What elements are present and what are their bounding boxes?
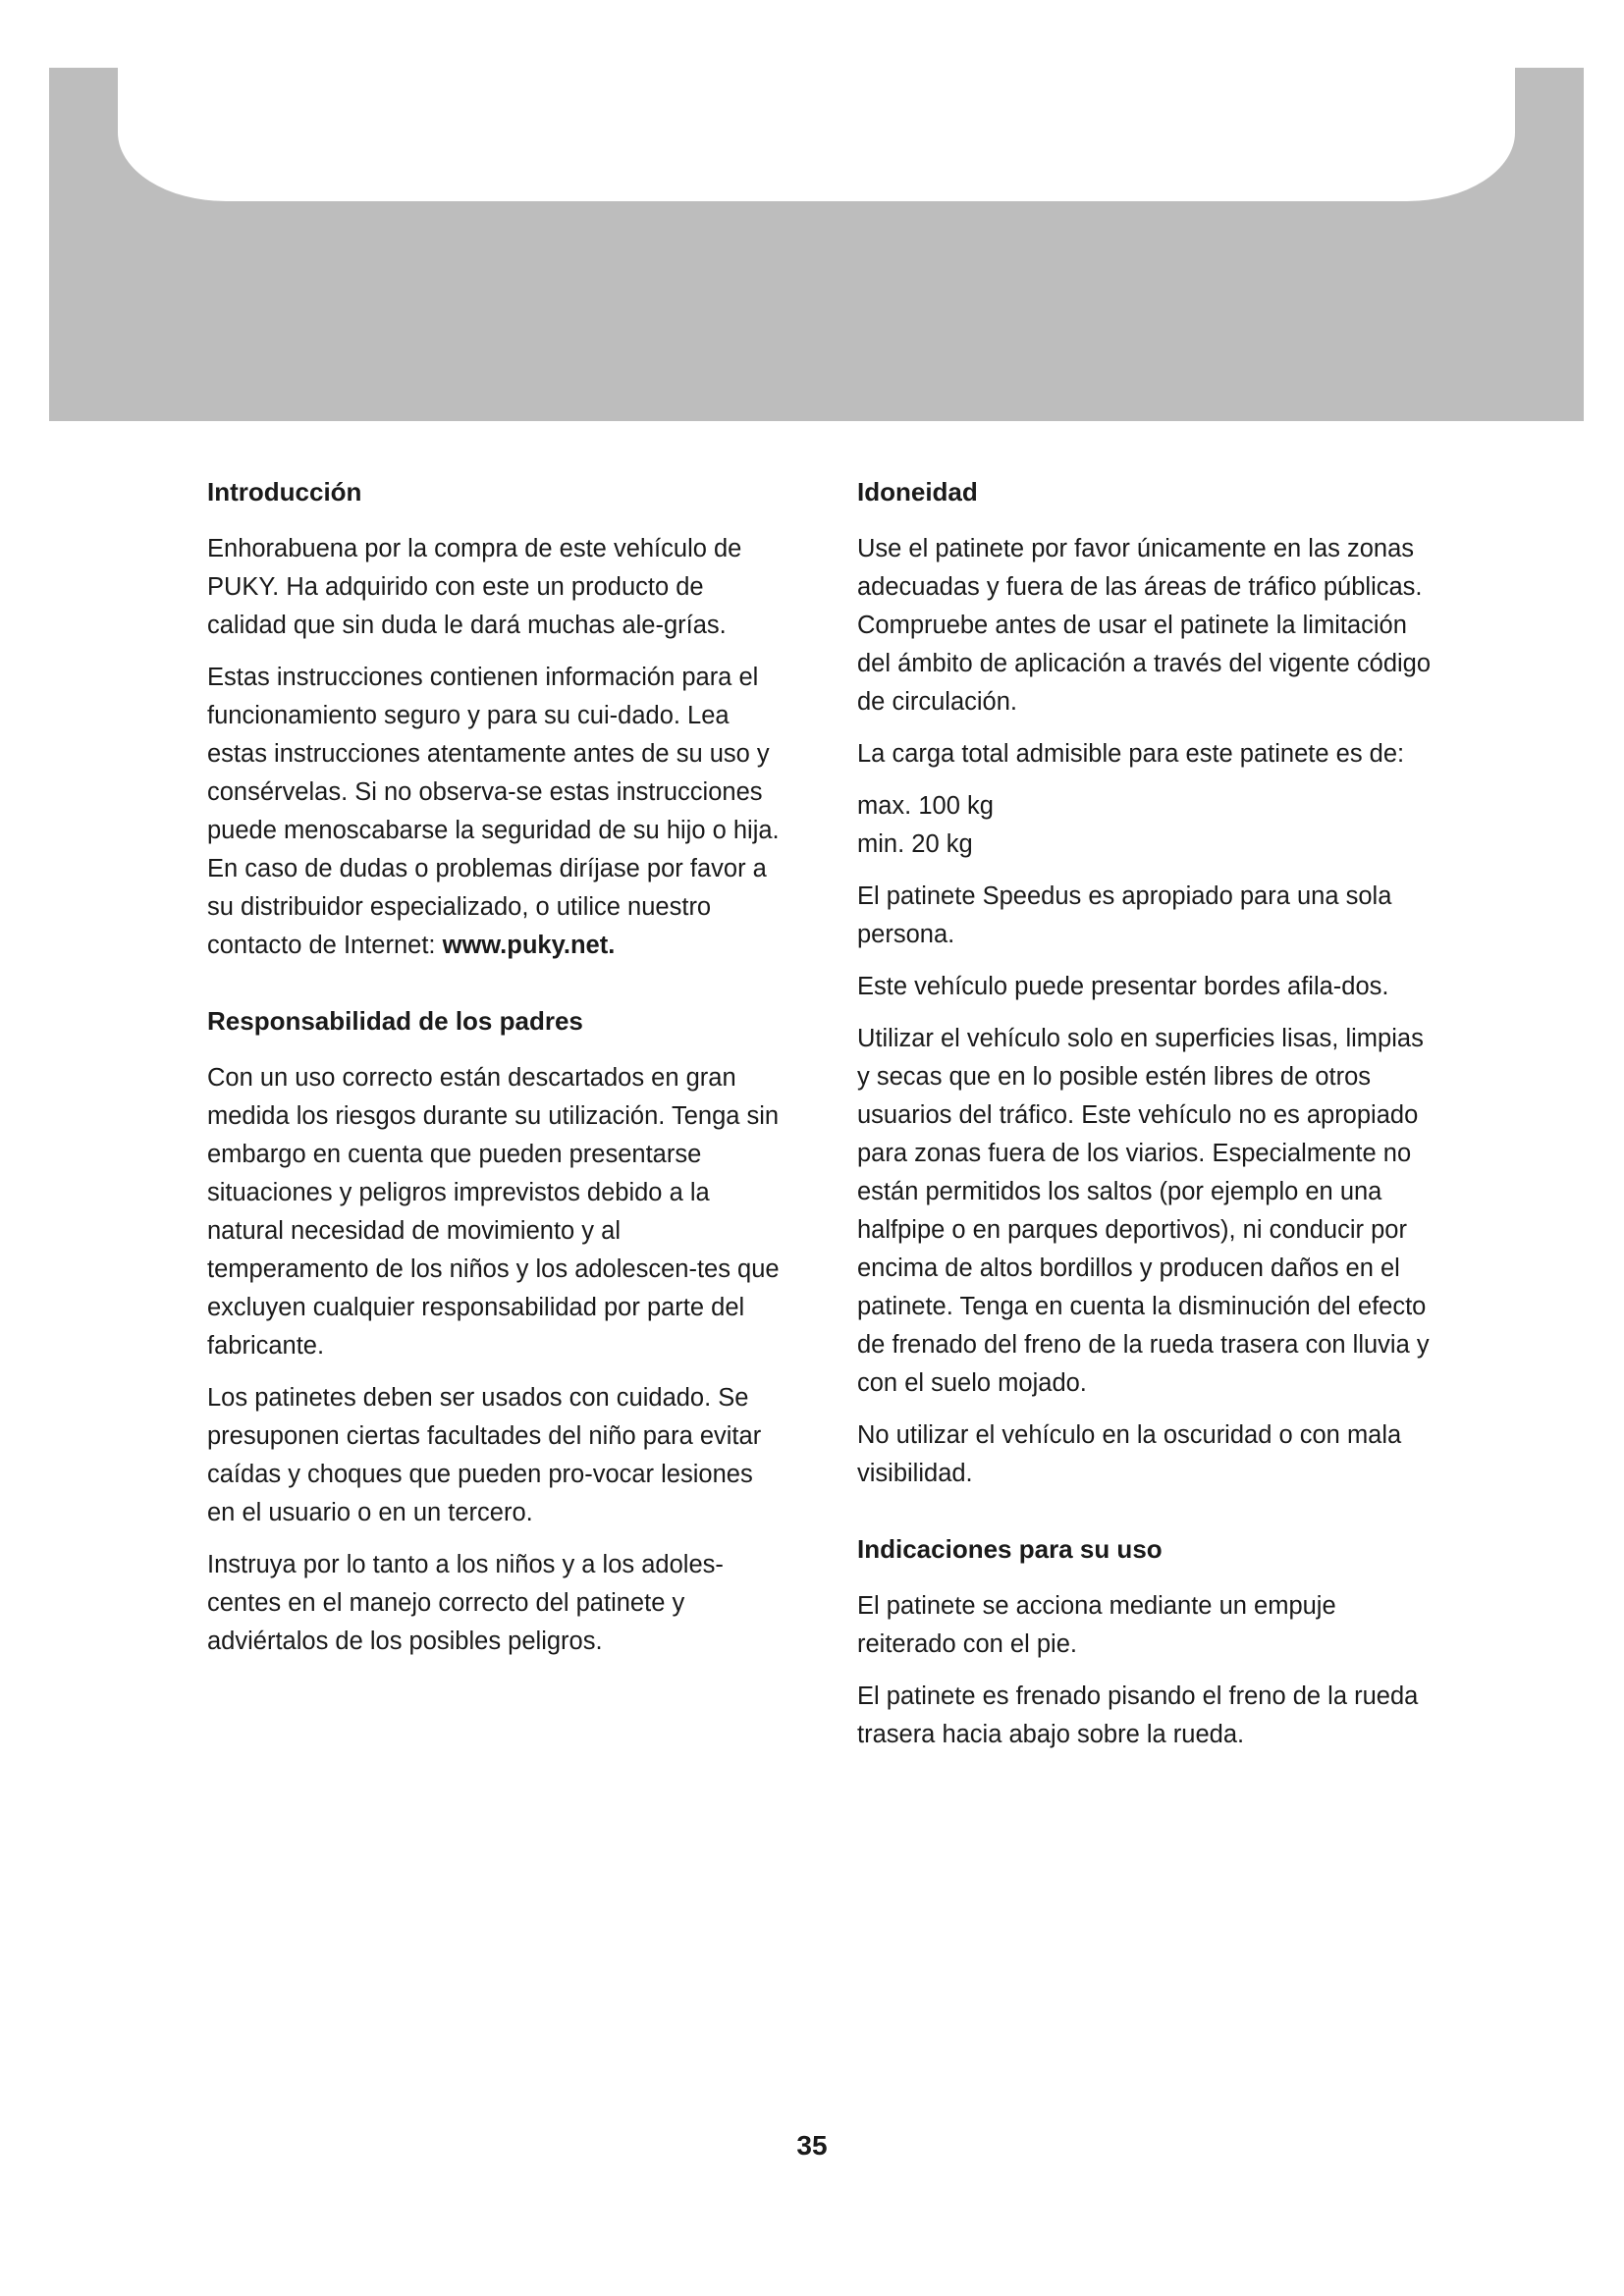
header-tab-cutout [118, 68, 1515, 201]
right-column [857, 475, 1436, 1768]
left-column [207, 475, 786, 1675]
suitability-paragraph-4: Este vehículo puede presentar bordes afila-dos. [857, 973, 1389, 1000]
suitability-heading: Idoneidad [857, 477, 978, 507]
intro-paragraph-2-text: Estas instrucciones contienen información para el funcionamiento seguro y para su cui-dado. Lea estas instrucciones atentamente antes de su uso y consérvelas. Si no observa-se estas instrucciones puede menoscabarse la seguridad de su hijo o hija. En caso de dudas o problemas diríjase por favor a su distribuidor especializado, o utilice nuestro contacto de [207, 664, 780, 959]
usage-heading: Indicaciones para su uso [857, 1534, 1163, 1564]
intro-paragraph-1: Enhorabuena por la compra de este vehículo de PUKY. Ha adquirido con este un producto de calidad que sin duda le dará muchas ale-grías. [207, 535, 742, 639]
parents-heading: Responsabilidad de los padres [207, 1006, 583, 1036]
suitability-paragraph-3: El patinete Speedus es apropiado para una sola persona. [857, 882, 1392, 948]
parents-paragraph-1: Con un uso correcto están descartados en gran medida los riesgos durante su utilización. Tenga sin embargo en cuenta que pueden presentarse situaciones y peligros imprevistos debido a la natural necesidad de movimiento y al temperamento de los niños y los adolescen-tes que excluyen cualquier responsabilidad por parte del fabricante. [207, 1064, 780, 1360]
usage-paragraph-2: El patinete es frenado pisando el freno de la rueda trasera hacia abajo sobre la rueda. [857, 1682, 1419, 1748]
suitability-paragraph-6: No utilizar el vehículo en la oscuridad o con mala visibilidad. [857, 1421, 1402, 1487]
suitability-paragraph-1: Use el patinete por favor únicamente en las zonas adecuadas y fuera de las áreas de tráfico públicas. Compruebe antes de usar el patinete la limitación del ámbito de aplicación a través del vigente código de circulación. [857, 535, 1432, 716]
suitability-paragraph-2: La carga total admisible para este patinete es de: [857, 740, 1405, 768]
header-band [49, 68, 1584, 421]
internet-label: Internet: [343, 932, 443, 959]
intro-heading: Introducción [207, 477, 362, 507]
usage-paragraph-1: El patinete se acciona mediante un empuje reiterado con el pie. [857, 1592, 1336, 1658]
parents-paragraph-3: Instruya por lo tanto a los niños y a los adoles-centes en el manejo correcto del patinete y adviértalos de los posibles peligros. [207, 1551, 724, 1655]
website-link[interactable]: www.puky.net. [442, 932, 616, 959]
page-number: 35 [796, 2130, 828, 2161]
min-load: min. 20 kg [857, 830, 973, 858]
suitability-paragraph-5: Utilizar el vehículo solo en superficies lisas, limpias y secas que en lo posible estén libres de otros usuarios del tráfico. Este vehículo no es apropiado para zonas fuera de los viarios. Especialmente no están permitidos los saltos (por ejemplo en una halfpipe o en parques deportivos), ni conducir por encima de altos bordillos y producen daños en el patinete. Tenga en cuenta la disminución del efecto de frenado del freno de la rueda trasera con lluvia y con el suelo mojado. [857, 1025, 1430, 1397]
intro-paragraph-2 [207, 659, 786, 965]
parents-paragraph-2: Los patinetes deben ser usados con cuidado. Se presuponen ciertas facultades del niño para evitar caídas y choques que pueden pro-vocar lesiones en el usuario o en un tercero. [207, 1384, 762, 1526]
max-load: max. 100 kg [857, 792, 994, 820]
